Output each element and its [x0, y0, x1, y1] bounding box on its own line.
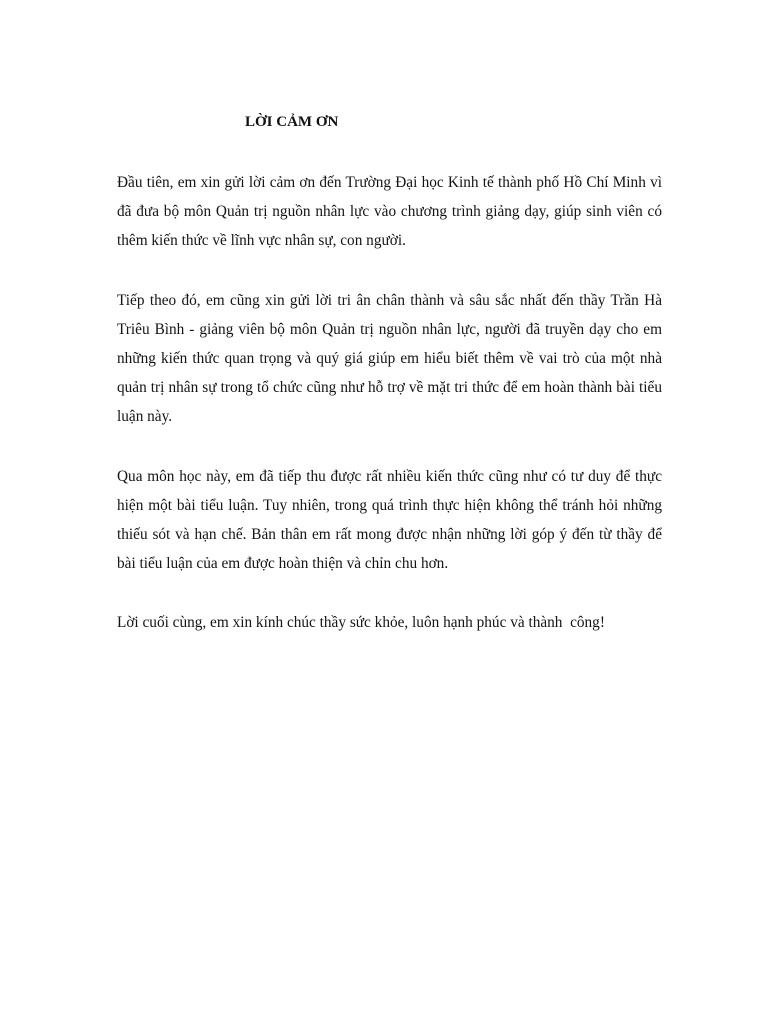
- paragraph-intro: Đầu tiên, em xin gửi lời cảm ơn đến Trường Đại học Kinh tế thành phố Hồ Chí Minh vì đã đưa bộ môn Quản trị nguồn nhân lực vào chương trình giảng dạy, giúp sinh viên có thêm kiến thức về lĩnh vực nhân sự, con người.: [117, 174, 662, 250]
- page-title: LỜI CẢM ƠN: [245, 114, 339, 130]
- paragraph-closing: Lời cuối cùng, em xin kính chúc thầy sức khỏe, luôn hạnh phúc và thành công!: [117, 614, 605, 632]
- paragraph-teacher-thanks: Tiếp theo đó, em cũng xin gửi lời tri ân chân thành và sâu sắc nhất đến thầy Trần Hà Triêu Bình - giảng viên bộ môn Quản trị nguồn nhân lực, người đã truyền dạy cho em những kiến thức quan trọng và quý giá giúp em hiểu biết thêm về vai trò của một nhà quản trị nhân sự trong tổ chức cũng như hỗ trợ về mặt tri thức để em hoàn thành bài tiểu luận này.: [117, 291, 662, 426]
- paragraph-course-reflection: Qua môn học này, em đã tiếp thu được rất nhiều kiến thức cũng như có tư duy để thực hiện một bài tiểu luận. Tuy nhiên, trong quá trình thực hiện không thể tránh hỏi những thiếu sót và hạn chế. Bản thân em rất mong được nhận những lời góp ý đến từ thầy để bài tiểu luận của em được hoàn thiện và chỉn chu hơn.: [117, 467, 662, 573]
- document-body: [117, 168, 662, 668]
